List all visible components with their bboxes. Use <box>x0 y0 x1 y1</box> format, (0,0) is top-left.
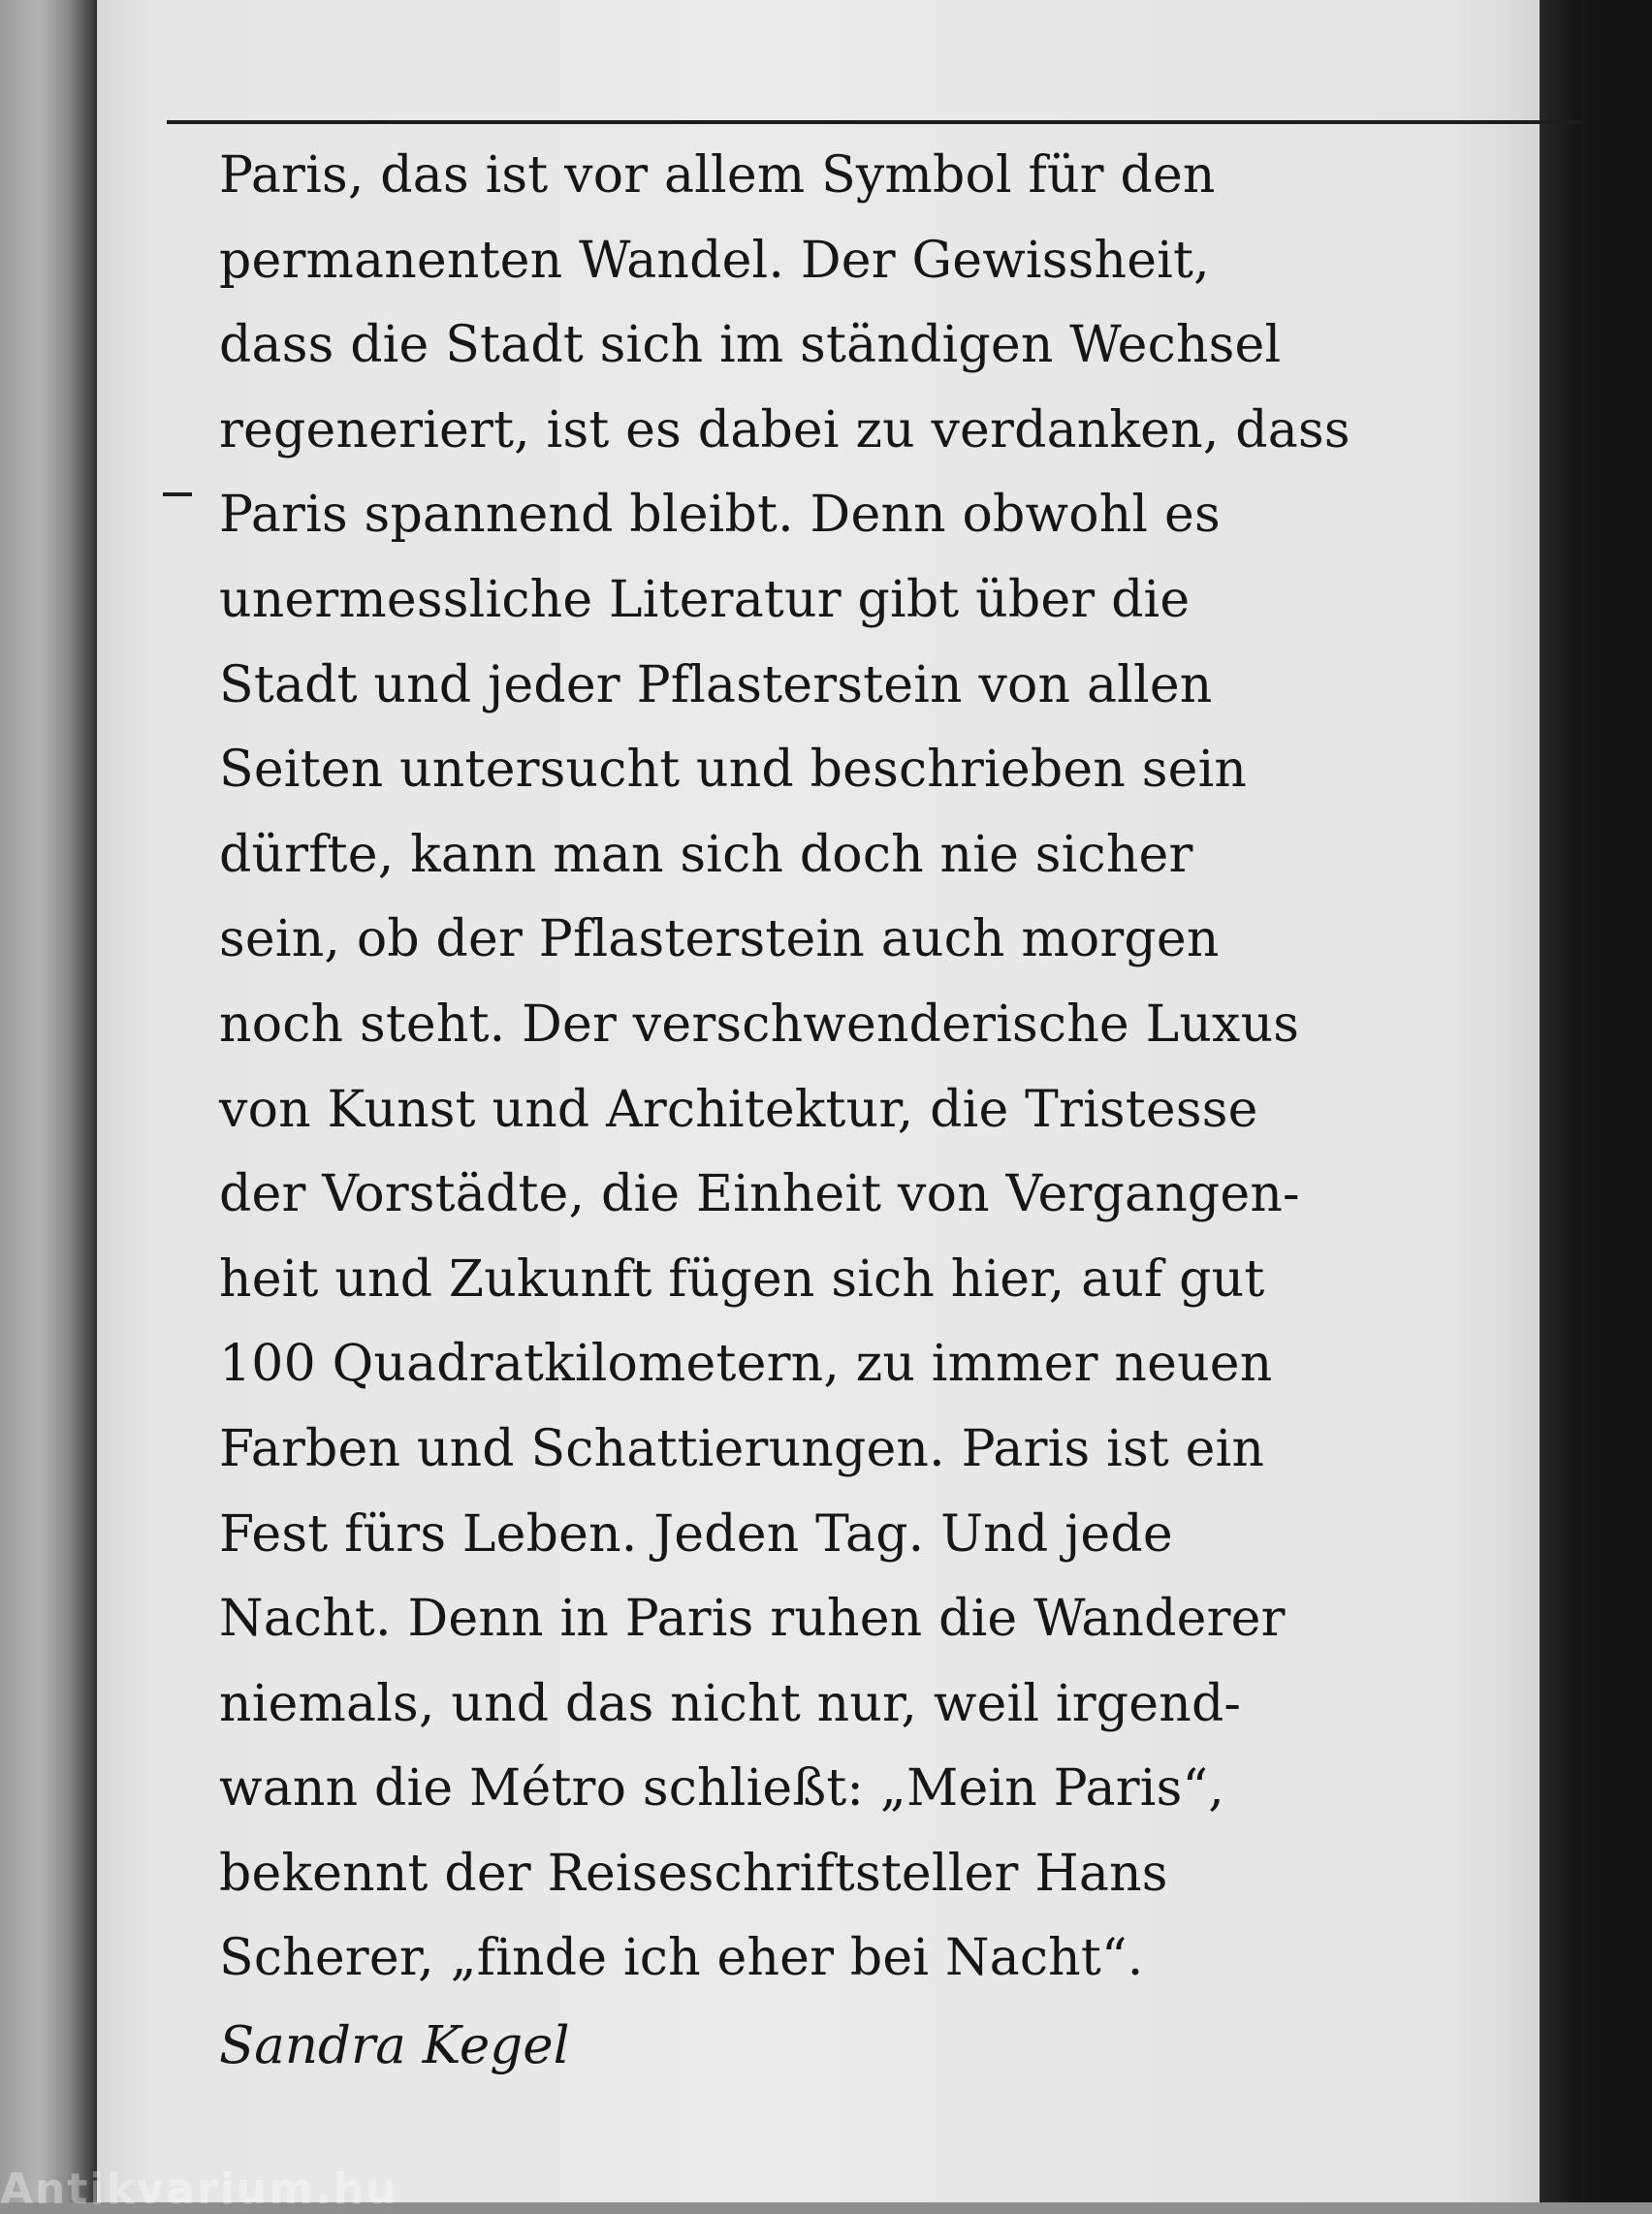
watermark: Antikvarium.hu <box>0 2165 398 2214</box>
text-line: niemals, und das nicht nur, weil irgend- <box>219 1674 1242 1733</box>
text-line: dürfte, kann man sich doch nie sicher <box>219 825 1193 884</box>
text-line: wann die Métro schließt: „Mein Paris“, <box>219 1759 1225 1819</box>
text-line: von Kunst und Architektur, die Tristesse <box>219 1080 1258 1139</box>
body-text <box>219 134 1421 2085</box>
text-line: bekennt der Reiseschriftsteller Hans <box>219 1844 1168 1903</box>
text-line: Seiten untersucht und beschrieben sein <box>219 741 1248 800</box>
text-line: permanenten Wandel. Der Gewissheit, <box>219 231 1210 290</box>
text-line: Paris spannend bleibt. Denn obwohl es <box>219 486 1221 545</box>
text-line: der Vorstädte, die Einheit von Vergangen- <box>219 1165 1300 1224</box>
text-line: unermessliche Literatur gibt über die <box>219 570 1191 629</box>
text-line: noch steht. Der verschwenderische Luxus <box>219 995 1300 1054</box>
text-line: Farben und Schattierungen. Paris ist ein <box>219 1419 1265 1478</box>
text-line: sein, ob der Pflasterstein auch morgen <box>219 910 1220 969</box>
text-line: Paris, das ist vor allem Symbol für den <box>219 146 1216 205</box>
text-line: regeneriert, ist es dabei zu verdanken, dass <box>219 400 1350 459</box>
margin-tick-mark <box>163 492 192 496</box>
text-line: Scherer, „finde ich eher bei Nacht“. <box>219 1929 1144 1988</box>
text-line: Fest fürs Leben. Jeden Tag. Und jede <box>219 1504 1173 1564</box>
text-line: dass die Stadt sich im ständigen Wechsel <box>219 316 1282 375</box>
text-line: Nacht. Denn in Paris ruhen die Wanderer <box>219 1590 1286 1649</box>
dark-background <box>1536 0 1652 2202</box>
top-rule-line <box>167 120 1582 124</box>
text-line: Stadt und jeder Pflasterstein von allen <box>219 655 1213 714</box>
text-line: 100 Quadratkilometern, zu immer neuen <box>219 1335 1273 1394</box>
author-signature: Sandra Kegel <box>219 2016 570 2076</box>
text-line: heit und Zukunft fügen sich hier, auf gut <box>219 1249 1265 1309</box>
book-spine-edge <box>0 0 97 2202</box>
